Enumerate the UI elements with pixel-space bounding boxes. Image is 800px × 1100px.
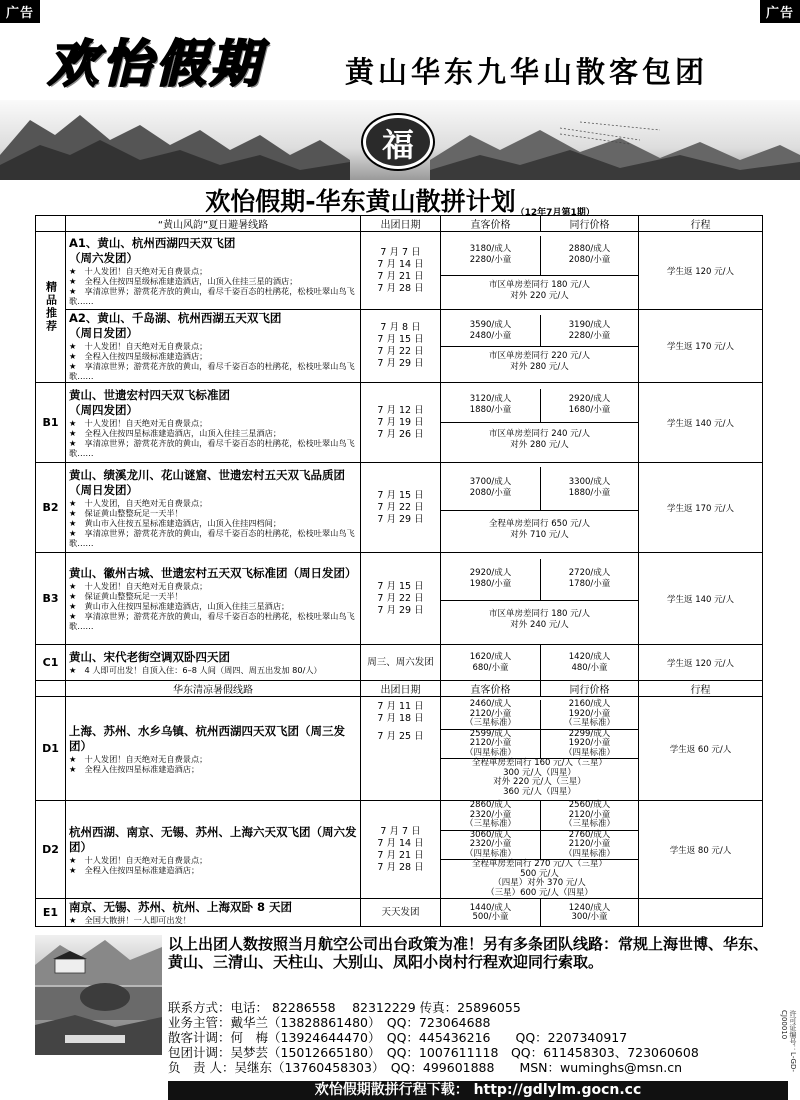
route-code: D2 (36, 801, 66, 899)
route-feature: ★ 全程入住按四星标准建造酒店； (69, 763, 200, 774)
featured-label: 精品推荐 (36, 232, 66, 383)
route-code: D1 (36, 697, 66, 801)
route-feature: ★ 十人发团！自天绝对无自费景点； (69, 753, 208, 764)
route-feature: ★ 十人发团！自天绝对无自费景点； (69, 417, 208, 428)
student-rebate (639, 899, 763, 927)
direct-price: 500/小童 (472, 911, 509, 922)
route-feature: ★ 十人发团！自天绝对无自费景点； (69, 854, 208, 865)
direct-price: 2120/小童 (469, 708, 512, 719)
route-title: 黄山、世遗宏村四天双飞标准团 (69, 387, 230, 402)
header-cell: “黄山风韵”夏日避暑线路 (66, 216, 361, 232)
direct-price: 2460/成人 (469, 699, 512, 709)
route-day: （周日发团） (69, 326, 138, 340)
room-diff: 对外 280 元/人 (510, 362, 569, 372)
header-cell (36, 216, 66, 232)
tour-date: 7 月 28 日 (377, 861, 424, 873)
route-code: B1 (36, 383, 66, 463)
route-code: B3 (36, 553, 66, 645)
route-feature: ★ 享清凉世界；游赏花齐放的黄山，看尽千姿百态的杜鹃花，松枝吐翠山鸟飞歌…… (69, 527, 355, 548)
peer-price: 1880/小童 (568, 488, 611, 498)
scenery-photo (35, 935, 162, 1055)
route-title: 南京、无锡、苏州、杭州、上海双卧 8 天团 (69, 900, 293, 914)
room-diff: 对外 220 元/人 (510, 290, 569, 301)
direct-price: 2480/小童 (469, 330, 512, 341)
tour-date: 7 月 15 日 (377, 580, 424, 592)
direct-price: 680/小童 (472, 662, 509, 673)
peer-price: 300/小童 (571, 911, 608, 922)
tour-date: 7 月 29 日 (377, 604, 424, 616)
room-diff: 对外 710 元/人 (510, 529, 569, 540)
tour-date: 7 月 8 日 (380, 322, 421, 333)
route-feature: ★ 十人发团，自天绝对无自费景点； (69, 497, 208, 508)
tour-date: 7 月 15 日 (377, 489, 424, 501)
direct-price: 2320/小童 (469, 839, 512, 849)
student-rebate: 学生返 120 元/人 (639, 645, 763, 681)
route-feature: ★ 全国大散拼！一人即可出发！ (69, 915, 191, 925)
peer-price: 2080/小童 (568, 255, 611, 265)
tour-date: 7 月 29 日 (377, 358, 424, 369)
peer-price: 2880/成人 (568, 244, 611, 254)
tour-date: 7 月 11 日 (377, 701, 424, 712)
brand-logo: 欢怡假期 (48, 34, 264, 93)
tour-date: 7 月 7 日 (380, 825, 421, 837)
peer-price: 2120/小童 (568, 809, 611, 820)
tour-date: 天天发团 (361, 899, 441, 927)
peer-price: 2920/成人 (568, 394, 611, 404)
contact-line: 散客计调：何 梅（13924644470） QQ：445436216 QQ：2207340917 (168, 1030, 628, 1045)
room-diff: 全程单房差同行 160 元/人（三星） (472, 758, 607, 768)
direct-price: 3060/成人 (469, 829, 512, 840)
tour-date: 7 月 14 日 (377, 258, 424, 270)
license-code: 许可证编号：L-GD-CJ00010 (780, 1010, 797, 1072)
plan-issue: （12年7月第1期） (515, 208, 595, 218)
room-diff: （四星）对外 370 元/人 (493, 878, 586, 888)
page-subtitle: 黄山华东九华山散客包团 (345, 55, 709, 89)
direct-price: 2280/小童 (469, 255, 512, 265)
room-diff: 市区单房差同行 240 元/人 (489, 428, 590, 439)
tour-date: 7 月 29 日 (377, 513, 424, 525)
room-diff: 360 元/人（四星） (503, 786, 576, 797)
plan-title (0, 182, 800, 218)
table-row (36, 645, 763, 681)
route-feature: ★ 黄山市入住按五星标准建造酒店，山顶入住挂四档间； (69, 517, 282, 528)
peer-price: 1780/小童 (568, 579, 611, 589)
header-cell: 出团日期 (361, 681, 441, 697)
table-row (36, 697, 763, 801)
table-row (36, 383, 763, 463)
tour-date: 7 月 21 日 (377, 849, 424, 861)
tour-date: 7 月 12 日 (377, 404, 424, 416)
table-row (36, 801, 763, 899)
tour-date: 7 月 18 日 (377, 713, 424, 724)
direct-price: （四星标准） (464, 848, 516, 859)
route-feature: ★ 保证黄山整整玩足一天半！ (69, 507, 183, 518)
route-feature: ★ 享清凉世界；游赏花齐放的黄山，看尽千姿百态的杜鹃花，松枝吐翠山鸟飞歌…… (69, 611, 355, 631)
peer-price: 1240/成人 (568, 902, 611, 913)
direct-price: （四星标准） (464, 747, 516, 758)
direct-price: 1440/成人 (469, 902, 512, 913)
header-cell: 行程 (639, 681, 763, 697)
route-feature: ★ 全程入住按四星标准建造酒店； (69, 864, 200, 875)
route-feature: ★ 十人发团！自天绝对无自费景点； (69, 265, 208, 276)
room-diff: 市区单房差同行 220 元/人 (489, 351, 590, 361)
header-cell: 同行价格 (541, 216, 639, 232)
route-feature: ★ 十人发团！自天绝对无自费景点； (69, 581, 208, 591)
room-diff: 对外 280 元/人 (510, 439, 569, 450)
route-title: A2、黄山、千岛湖、杭州西湖五天双飞团 (69, 311, 282, 325)
direct-price: 1980/小童 (469, 579, 512, 589)
contact-line: 业务主管：戴华兰（13828861480） QQ：723064688 (168, 1015, 491, 1030)
peer-price: （三星标准） (563, 819, 615, 829)
route-feature: ★ 享清凉世界；游赏花齐放的黄山，看尽千姿百态的杜鹃花，松枝吐翠山鸟飞歌…… (69, 285, 355, 306)
room-diff: 市区单房差同行 180 元/人 (489, 279, 590, 290)
route-feature: ★ 黄山市入住按四星标准建造酒店，山顶入住挂三星酒店； (69, 601, 290, 611)
student-rebate: 学生返 80 元/人 (639, 801, 763, 899)
student-rebate: 学生返 120 元/人 (639, 232, 763, 310)
peer-price: 2160/成人 (568, 699, 611, 709)
tour-date: 7 月 21 日 (377, 270, 424, 282)
header-cell: 华东清凉暑假线路 (66, 681, 361, 697)
peer-price: 1920/小童 (568, 708, 611, 719)
table-header-row (36, 681, 763, 697)
direct-price: 3700/成人 (469, 477, 512, 487)
student-rebate: 学生返 170 元/人 (639, 463, 763, 553)
route-code: E1 (36, 899, 66, 927)
tour-date: 7 月 7 日 (380, 246, 421, 258)
table-header-row (36, 216, 763, 232)
header-cell: 同行价格 (541, 681, 639, 697)
room-diff: 全程单房差同行 650 元/人 (489, 518, 590, 529)
peer-price: 2760/成人 (568, 829, 611, 840)
tour-plan-table (35, 215, 763, 927)
table-row (36, 463, 763, 553)
plan-title-text: 欢怡假期-华东黄山散拼计划 (205, 187, 516, 216)
direct-price: 3180/成人 (469, 244, 512, 254)
route-feature: ★ 享清凉世界；游赏花齐放的黄山，看尽千姿百态的杜鹃花，松枝吐翠山鸟飞歌…… (69, 437, 355, 458)
contact-list (168, 1000, 768, 1075)
ad-label-right: 广告 (760, 0, 800, 23)
direct-price: 3590/成人 (469, 319, 512, 330)
header-cell: 行程 (639, 216, 763, 232)
route-title: 黄山、宋代老街空调双卧四天团 (69, 650, 230, 664)
direct-price: 3120/成人 (469, 394, 512, 404)
notice-text: 以上出团人数按照当月航空公司出台政策为准！另有多条团队线路：常规上海世博、华东、黄山、三清山、天柱山、大别山、凤阳小岗村行程欢迎同行索取。 (168, 935, 769, 971)
student-rebate: 学生返 170 元/人 (639, 310, 763, 383)
direct-price: 1880/小童 (469, 405, 512, 415)
route-day: （周六发团） (69, 250, 138, 265)
route-code: B2 (36, 463, 66, 553)
route-title: 杭州西湖、南京、无锡、苏州、上海六天双飞团（周六发团） (69, 824, 357, 854)
student-rebate: 学生返 60 元/人 (639, 697, 763, 801)
room-diff: 对外 220 元/人（三星） (493, 777, 586, 787)
tour-date: 7 月 22 日 (377, 346, 424, 357)
room-diff: 500 元/人 (520, 868, 559, 879)
peer-price: 2560/成人 (568, 800, 611, 810)
contact-line: 联系方式：电话： 82286558 82312229 传真：25896055 (168, 1000, 521, 1015)
peer-price: 1420/成人 (568, 651, 611, 662)
peer-price: 2299/成人 (568, 728, 611, 739)
fu-emblem: 福 (363, 115, 433, 169)
direct-price: 2920/成人 (469, 568, 512, 578)
direct-price: 1620/成人 (469, 651, 512, 662)
download-bar (168, 1081, 788, 1100)
header-cell: 出团日期 (361, 216, 441, 232)
header-cell: 直客价格 (441, 681, 541, 697)
route-feature: ★ 十人发团！自天绝对无自费景点； (69, 341, 208, 351)
tour-date: 7 月 28 日 (377, 282, 424, 294)
direct-price: 2080/小童 (469, 488, 512, 498)
route-title: 上海、苏州、水乡乌镇、杭州西湖四天双飞团（周三发团） (69, 723, 345, 753)
route-feature: ★ 保证黄山整整玩足一天半！ (69, 591, 183, 601)
header-cell: 直客价格 (441, 216, 541, 232)
route-day: （周四发团） (69, 402, 138, 417)
room-diff: 全程单房差同行 270 元/人（三星） (472, 859, 607, 869)
route-feature: ★ 4 人即可出发！自顶入住：6–8 人间（周四、周五出发加 80/人） (69, 665, 322, 675)
room-diff: 市区单房差同行 180 元/人 (489, 608, 590, 619)
room-diff: 对外 240 元/人 (510, 619, 569, 630)
table-row (36, 899, 763, 927)
room-diff: （三星）600 元/人（四星） (486, 887, 593, 898)
route-feature: ★ 享清凉世界；游赏花齐放的黄山，看尽千姿百态的杜鹃花，松枝吐翠山鸟飞歌…… (69, 361, 355, 381)
ad-label-left: 广告 (0, 0, 40, 23)
peer-price: 1920/小童 (568, 738, 611, 748)
route-code: C1 (36, 645, 66, 681)
tour-date: 7 月 26 日 (377, 428, 424, 440)
peer-price: 2120/小童 (568, 839, 611, 849)
peer-price: 480/小童 (571, 662, 608, 673)
tour-date: 7 月 25 日 (377, 731, 424, 742)
route-title: 黄山、徽州古城、世遗宏村五天双飞标准团（周日发团） (69, 566, 357, 580)
peer-price: （四星标准） (563, 747, 615, 758)
peer-price: 1680/小童 (568, 405, 611, 415)
peer-price: 2720/成人 (568, 568, 611, 578)
direct-price: （三星标准） (464, 718, 516, 728)
route-title: A1、黄山、杭州西湖四天双飞团 (69, 235, 236, 250)
direct-price: 2120/小童 (469, 738, 512, 748)
peer-price: （四星标准） (563, 848, 615, 859)
tour-date: 7 月 22 日 (377, 592, 424, 604)
tour-date: 7 月 22 日 (377, 501, 424, 513)
header-cell (36, 681, 66, 697)
route-feature: ★ 全程入住按四星标准建造酒店，山顶入住挂三星酒店； (69, 427, 282, 438)
student-rebate: 学生返 140 元/人 (639, 553, 763, 645)
table-row (36, 310, 763, 383)
table-row (36, 553, 763, 645)
direct-price: 2599/成人 (469, 728, 512, 739)
room-diff: 300 元/人（四星） (503, 767, 576, 778)
tour-date: 7 月 15 日 (377, 334, 424, 345)
direct-price: 2860/成人 (469, 800, 512, 810)
peer-price: 2280/小童 (568, 330, 611, 341)
peer-price: （三星标准） (563, 718, 615, 728)
tour-date: 7 月 19 日 (377, 416, 424, 428)
download-link[interactable]: 欢怡假期散拼行程下载： http://gdlylm.gocn.cc (168, 1081, 788, 1100)
tour-date: 7 月 14 日 (377, 837, 424, 849)
peer-price: 3190/成人 (568, 319, 611, 330)
route-feature: ★ 全程入住按四星级标准建造酒店，山顶入住挂三星的酒店； (69, 275, 298, 286)
direct-price: （三星标准） (464, 819, 516, 829)
student-rebate: 学生返 140 元/人 (639, 383, 763, 463)
peer-price: 3300/成人 (568, 477, 611, 487)
tour-date: 周三、周六发团 (361, 645, 441, 681)
table-row (36, 232, 763, 310)
direct-price: 2320/小童 (469, 809, 512, 820)
route-feature: ★ 全程入住按四星级标准建造酒店； (69, 351, 208, 361)
contact-line: 负 责 人：吴继东（13760458303） QQ：499601888 MSN：wuminghs@msn.cn (168, 1060, 682, 1075)
route-title: 黄山、绩溪龙川、花山谜窟、世遗宏村五天双飞品质团（周日发团） (69, 467, 345, 497)
contact-line: 包团计调：吴梦芸（15012665180） QQ：1007611118 QQ：611458303、723060608 (168, 1045, 699, 1060)
